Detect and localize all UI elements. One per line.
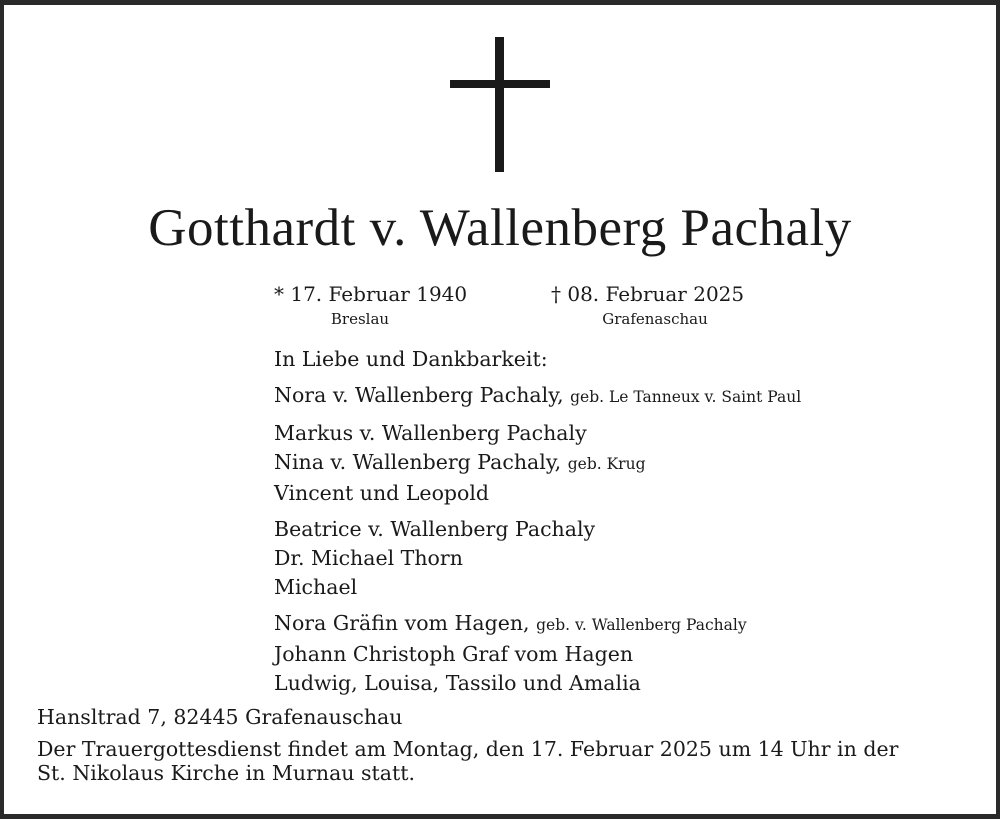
mourner-line <box>274 640 974 669</box>
death-place: Grafenaschau <box>602 310 708 328</box>
mourner-name: Beatrice v. Wallenberg Pachaly <box>274 517 596 541</box>
address: Hansltrad 7, 82445 Grafenauschau <box>37 705 403 729</box>
mourner-name: Nora Gräfin vom Hagen, <box>274 611 530 635</box>
mourner-name: Johann Christoph Graf vom Hagen <box>274 642 634 666</box>
mourner-name: Nina v. Wallenberg Pachaly, <box>274 450 562 474</box>
mourner-line <box>274 544 974 573</box>
service-notice-line: Der Trauergottesdienst findet am Montag, den 17. Februar 2025 um 14 Uhr in der <box>37 737 899 761</box>
service-notice-line: St. Nikolaus Kirche in Murnau statt. <box>37 761 415 785</box>
mourner-line <box>274 609 974 640</box>
mourner-name: Vincent und Leopold <box>274 481 490 505</box>
mourner-line <box>274 448 974 479</box>
mourner-line <box>274 479 974 508</box>
mourner-name: Ludwig, Louisa, Tassilo und Amalia <box>274 671 641 695</box>
deceased-name: Gotthardt v. Wallenberg Pachaly <box>148 199 852 257</box>
mourner-note: geb. Le Tanneux v. Saint Paul <box>570 388 802 406</box>
death-date: † 08. Februar 2025 <box>551 282 745 306</box>
mourner-note: geb. v. Wallenberg Pachaly <box>536 616 747 634</box>
mourner-line <box>274 669 974 698</box>
mourners-intro: In Liebe und Dankbarkeit: <box>274 347 548 371</box>
mourner-name: Michael <box>274 575 358 599</box>
service-notice <box>37 737 898 785</box>
mourner-line <box>274 515 974 544</box>
birth-date: * 17. Februar 1940 <box>274 282 468 306</box>
birth-place: Breslau <box>330 310 390 328</box>
mourner-name: Nora v. Wallenberg Pachaly, <box>274 383 564 407</box>
mourner-line <box>274 381 974 412</box>
mourner-line <box>274 573 974 602</box>
mourner-name: Dr. Michael Thorn <box>274 546 463 570</box>
mourner-name: Markus v. Wallenberg Pachaly <box>274 421 587 445</box>
mourner-note: geb. Krug <box>567 455 646 473</box>
cross-icon <box>450 37 550 172</box>
mourner-line <box>274 419 974 448</box>
mourners-list <box>274 345 974 698</box>
